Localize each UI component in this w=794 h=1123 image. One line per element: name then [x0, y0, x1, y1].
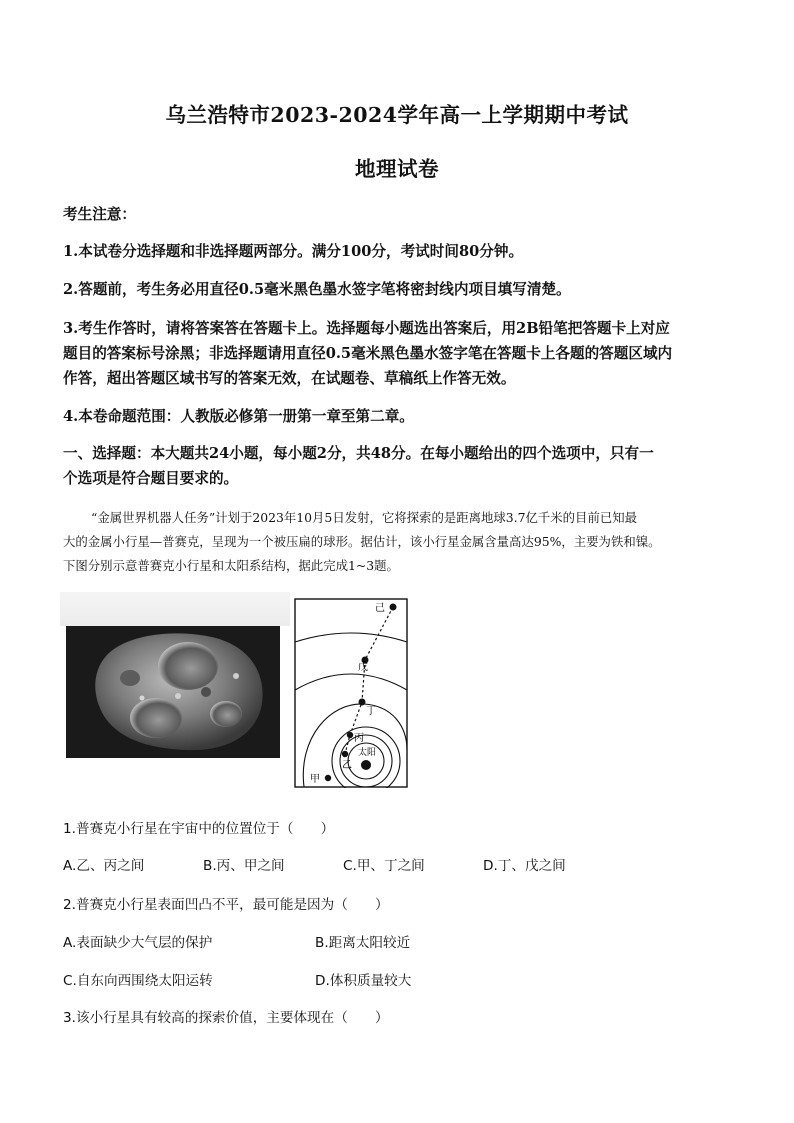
question-2-option-c: C.自东向西围绕太阳运转: [63, 973, 213, 989]
notice-item-3-line-1: 3.考生作答时，请将答案答在答题卡上。选择题每小题选出答案后，用2B铅笔把答题卡上对应: [63, 320, 670, 337]
asteroid-photo: [66, 626, 280, 758]
exam-subtitle: 地理试卷: [355, 157, 439, 181]
planet-bing-dot: [347, 732, 353, 738]
notice-item-3-line-2: 题目的答案标号涂黑；非选择题请用直径0.5毫米黑色墨水签字笔在答题卡上各题的答题区域内: [63, 345, 673, 362]
notice-item-4: 4.本卷命题范围：人教版必修第一册第一章至第二章。: [63, 408, 414, 425]
passage-line-2: 大的金属小行星—普赛克，呈现为一个被压扁的球形。据估计，该小行星金属含量高达95%，主要为铁和镍。: [63, 534, 661, 549]
exam-title: 乌兰浩特市2023-2024学年高一上学期期中考试: [165, 103, 629, 127]
question-1-option-c: C.甲、丁之间: [343, 858, 425, 874]
question-1-option-a: A.乙、丙之间: [63, 858, 145, 874]
notice-heading: 考生注意：: [63, 206, 136, 223]
asteroid-image: [66, 626, 280, 758]
passage-line-3: 下图分别示意普赛克小行星和太阳系结构，据此完成1~3题。: [63, 558, 399, 573]
notice-item-3-line-3: 作答，超出答题区域书写的答案无效，在试题卷、草稿纸上作答无效。: [63, 370, 516, 387]
planet-jia-dot: [325, 775, 331, 781]
question-2-option-b: B.距离太阳较近: [315, 935, 411, 951]
passage-line-1: “金属世界机器人任务”计划于2023年10月5日发射，它将探索的是距离地球3.7亿千米的目前已知最: [91, 510, 638, 525]
planet-ji-dot: [390, 604, 397, 611]
label-bing: 丙: [354, 733, 364, 744]
planet-ding-dot: [359, 699, 366, 706]
label-ding: 丁: [366, 706, 376, 717]
notice-item-1: 1.本试卷分选择题和非选择题两部分。满分100分，考试时间80分钟。: [63, 243, 524, 260]
photo-scan-haze: [60, 592, 290, 626]
question-3-stem: 3.该小行星具有较高的探索价值，主要体现在（ ）: [63, 1010, 389, 1026]
label-jia: 甲: [310, 774, 320, 785]
planet-yi-dot: [342, 751, 348, 757]
question-1-option-d: D.丁、戊之间: [483, 858, 566, 874]
label-yi: 乙: [342, 760, 352, 771]
question-2-option-d: D.体积质量较大: [315, 973, 412, 989]
sun-dot: [361, 760, 371, 770]
label-wu: 戊: [358, 662, 368, 673]
section-1-line-2: 个选项是符合题目要求的。: [63, 470, 239, 487]
label-sun: 太阳: [358, 748, 377, 758]
notice-item-2: 2.答题前，考生务必用直径0.5毫米黑色墨水签字笔将密封线内项目填写清楚。: [63, 281, 571, 298]
question-1-option-b: B.丙、甲之间: [203, 858, 285, 874]
question-1-stem: 1.普赛克小行星在宇宙中的位置位于（ ）: [63, 821, 335, 837]
section-1-line-1: 一、选择题：本大题共24小题，每小题2分，共48分。在每小题给出的四个选项中，只有一: [63, 445, 654, 462]
solar-system-diagram: [294, 598, 408, 788]
question-2-stem: 2.普赛克小行星表面凹凸不平，最可能是因为（ ）: [63, 897, 389, 913]
question-2-option-a: A.表面缺少大气层的保护: [63, 935, 213, 951]
label-ji: 己: [375, 603, 385, 614]
